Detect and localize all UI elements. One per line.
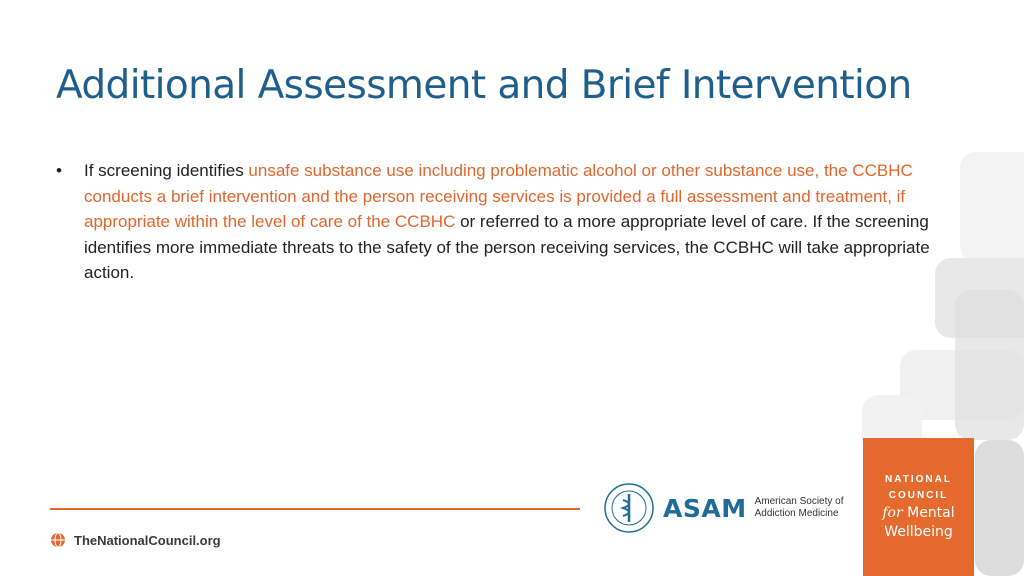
nc-council: COUNCIL — [888, 490, 949, 501]
website-text: TheNationalCouncil.org — [74, 532, 221, 548]
bullet-item — [56, 158, 971, 286]
asam-seal-icon — [603, 482, 655, 534]
nc-mental: Mental — [907, 505, 955, 521]
asam-name: ASAM — [663, 493, 747, 523]
nc-for-mental — [863, 504, 974, 523]
bullet-text-rest: or referred to a more appropriate level of care. If the screening identifies more immediate threats to the safety of the person receiving services, the CCBHC will take appropriate action. — [84, 212, 930, 283]
asam-line2: Addiction Medicine — [754, 508, 839, 519]
bullet-text — [84, 158, 971, 286]
bullet-text-intro: If screening identifies — [84, 161, 249, 180]
asam-fullname — [755, 496, 844, 520]
nc-wellbeing: Wellbeing — [884, 524, 953, 540]
bullet-marker: • — [56, 161, 62, 180]
footer-website[interactable] — [50, 532, 221, 548]
bullet-text-highlight: unsafe substance use including problematic alcohol or other substance use, the CCBHC conducts a brief intervention and the person receiving services is provided a full assessment and treatment, if appropriate within the level of care of the CCBHC — [84, 161, 913, 232]
asam-line1: American Society of — [754, 496, 844, 507]
asam-logo — [603, 482, 844, 534]
national-council-logo — [863, 438, 974, 576]
footer-divider — [50, 508, 580, 510]
nc-for: for — [882, 505, 903, 521]
globe-icon — [50, 532, 66, 548]
slide-title: Additional Assessment and Brief Intervention — [56, 63, 912, 108]
nc-national: NATIONAL — [885, 474, 952, 485]
